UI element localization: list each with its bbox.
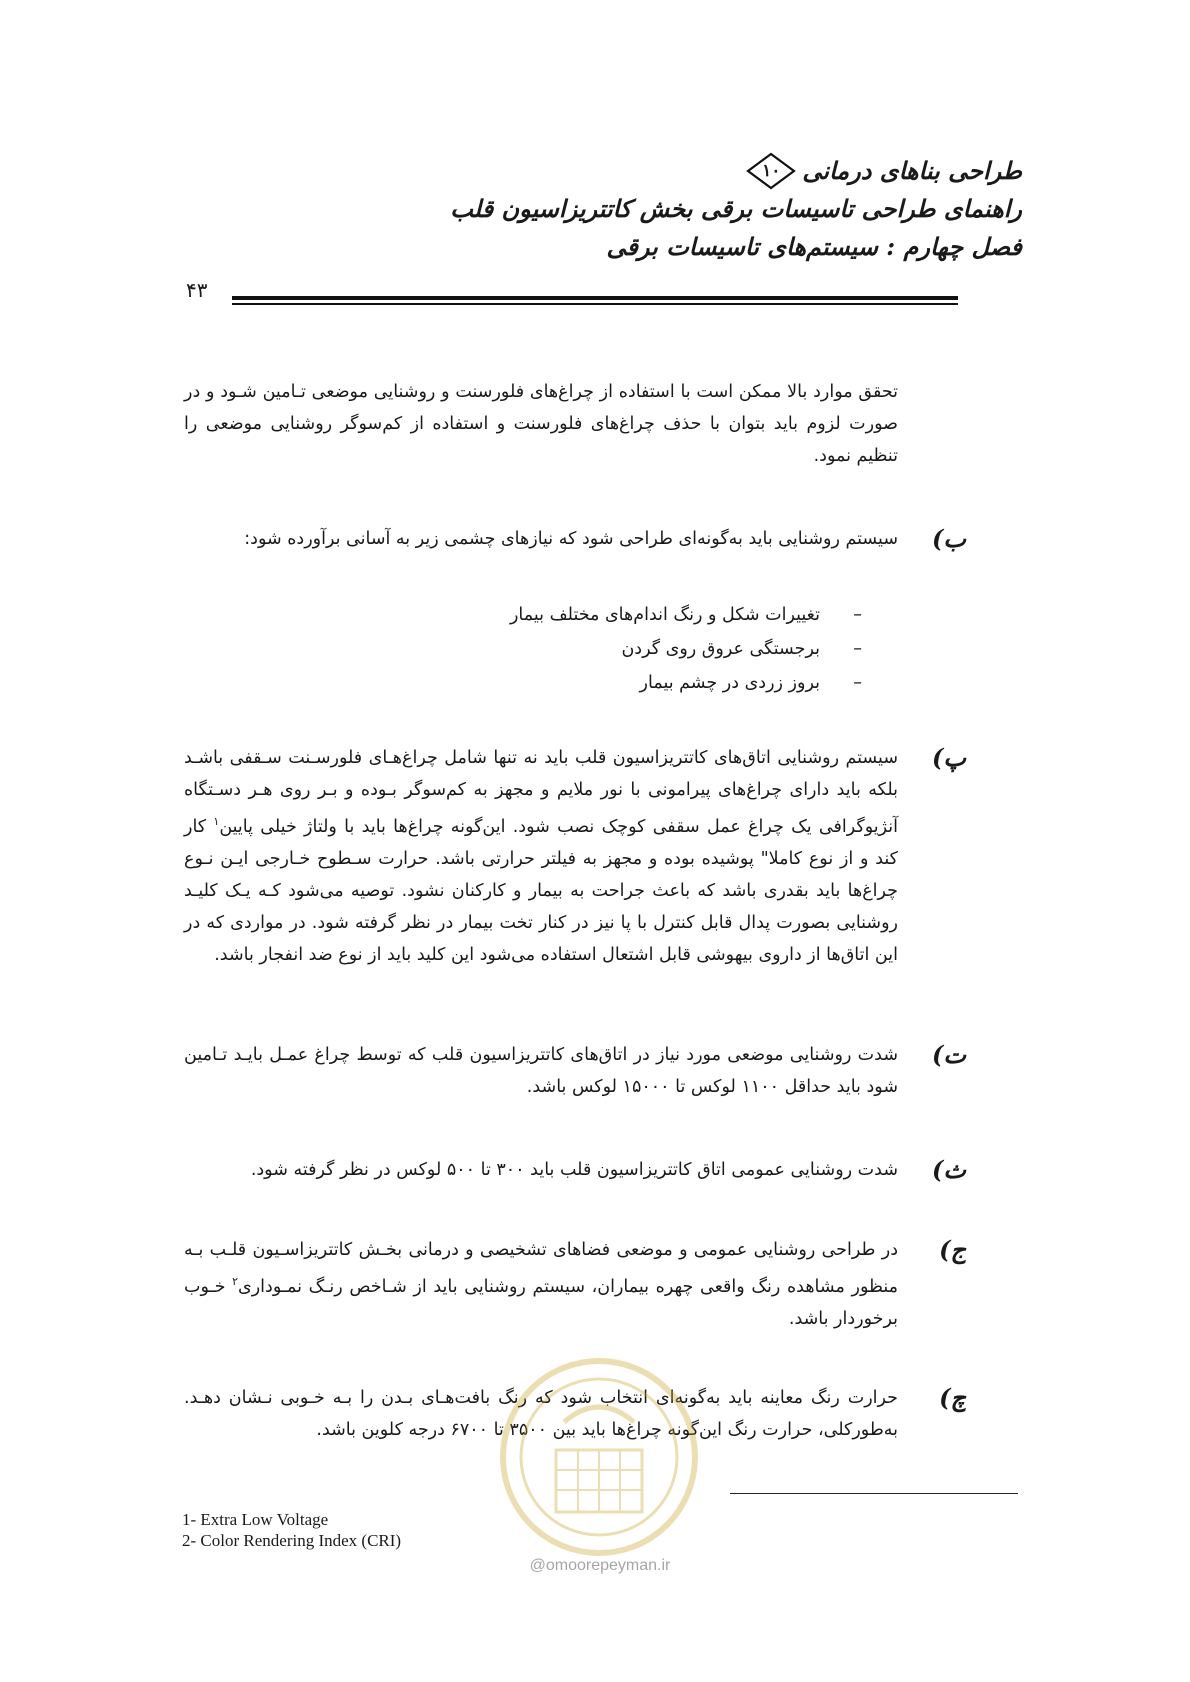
series-title: طراحی بناهای درمانی	[802, 156, 1022, 185]
list-item-jim	[184, 1234, 966, 1335]
item-marker: پ)	[932, 743, 966, 772]
page-number: ۴۳	[186, 278, 208, 302]
item-text: حرارت رنگ معاینه باید به‌گونه‌ای انتخاب شود که رنگ بافت‌هـای بـدن را بـه خـوبی نـشان دهـد. به‌طورکلی، حرارت رنگ این‌گونه چراغ‌ها باید بین ۳۵۰۰ تا ۶۷۰۰ درجه کلوین باشد.	[184, 1388, 898, 1440]
list-item-be	[184, 523, 966, 555]
bullet-text: بروز زردی در چشم بیمار	[639, 673, 820, 693]
item-text-part-b: کار کند و از نوع کاملا" پوشیده بوده و مجهز به فیلتر حرارتی باشد. حرارت سـطوح خـارجی ایـن نـوع چراغ‌ها باید بقدری باشد که باعث جراحت به بیمار و کارکنان نشود. توصیه می‌شود کـه یـک کلیـد روشنایی بصورت پدال قابل کنترل با پا نیز در کنار تخت بیمار در نظر گرفته شود. در مواردی که در این اتاق‌ها از داروی بیهوشی قابل اشتعال استفاده می‌شود این کلید باید از نوع ضد انفجار باشد.	[184, 816, 898, 965]
item-text	[184, 742, 898, 971]
item-text	[184, 1234, 898, 1335]
header-series-row	[322, 152, 1022, 190]
guide-title: راهنمای طراحی تاسیسات برقی بخش کاتتریزاسیون قلب	[450, 194, 1022, 223]
bullet-dash: –	[853, 639, 862, 659]
header-rule-thin	[232, 303, 958, 305]
watermark-site: @omoorepeyman.ir	[529, 1557, 671, 1574]
bullet-text: برجستگی عروق روی گردن	[621, 639, 820, 659]
item-text: شدت روشنایی موضعی مورد نیاز در اتاق‌های کاتتریزاسیون قلب که توسط چراغ عمـل بایـد تـامین شود باید حداقل ۱۱۰۰ لوکس تا ۱۵۰۰۰ لوکس باشد.	[184, 1045, 898, 1097]
item-text-part-b: خـوب برخوردار باشد.	[184, 1276, 898, 1329]
footnote-ref-2: ۲	[232, 1275, 239, 1288]
list-item	[510, 666, 862, 700]
item-marker: ج)	[939, 1235, 966, 1264]
series-number: ۱۰	[762, 161, 781, 181]
intro-paragraph: تحقق موارد بالا ممکن است با استفاده از چراغ‌های فلورسنت و روشنایی موضعی تـامین شـود و در صورت لزوم باید بتوان با حذف چراغ‌های فلورسنت و استفاده از کم‌سوگر روشنایی موضعی را تنظیم نمود.	[184, 382, 898, 466]
list-item	[510, 598, 862, 632]
list-item-pe	[184, 742, 966, 971]
header-rule-thick	[232, 296, 958, 300]
item-text-part-a: سیستم روشنایی اتاق‌های کاتتریزاسیون قلب باید نه تنها شامل چراغ‌هـای فلورسـنت سـقفی باشـد بلکه باید دارای چراغ‌های پیرامونی با نور ملایم و مجهز به کم‌سوگر بـوده و بـر روی هـر دسـتگاه آنژیوگرافی یک چراغ عمل سقفی کوچک نصب شود. این‌گونه چراغ‌ها باید با ولتاژ خیلی پایین	[184, 748, 898, 837]
bullet-dash: –	[853, 605, 862, 625]
bullet-dash: –	[853, 673, 862, 693]
bullet-list	[510, 598, 862, 700]
item-marker: ت)	[932, 1040, 966, 1069]
series-number-badge	[746, 152, 796, 190]
footnote-ref-1: ۱	[213, 815, 220, 828]
bullet-text: تغییرات شکل و رنگ اندام‌های مختلف بیمار	[509, 605, 820, 625]
watermark-site-text: omoorepeyman.ir	[545, 1557, 671, 1574]
chapter-title: فصل چهارم : سیستم‌های تاسیسات برقی	[606, 232, 1022, 261]
footnote-2: 2- Color Rendering Index (CRI)	[182, 1531, 402, 1550]
item-marker: ب)	[932, 524, 966, 553]
item-marker: ث)	[932, 1155, 966, 1184]
list-item-se	[184, 1154, 966, 1186]
item-text: سیستم روشنایی باید به‌گونه‌ای طراحی شود که نیازهای چشمی زیر به آسانی برآورده شود:	[244, 529, 898, 549]
item-text-part-a: در طراحی روشنایی عمومی و موضعی فضاهای تشخیصی و درمانی بخـش کاتتریزاسـیون قلـب بـه منظور مشاهده رنگ واقعی چهره بیماران، سیستم روشنایی باید از شـاخص رنـگ نمـوداری	[184, 1240, 899, 1297]
running-header	[322, 152, 1022, 266]
watermark-logo-icon	[494, 1352, 704, 1562]
item-text: شدت روشنایی عمومی اتاق کاتتریزاسیون قلب باید ۳۰۰ تا ۵۰۰ لوکس در نظر گرفته شود.	[250, 1160, 898, 1180]
list-item	[510, 632, 862, 666]
item-marker: چ)	[939, 1383, 966, 1412]
footnote-1: 1- Extra Low Voltage	[182, 1510, 329, 1529]
footnote-rule	[730, 1493, 1018, 1494]
list-item-te	[184, 1039, 966, 1103]
